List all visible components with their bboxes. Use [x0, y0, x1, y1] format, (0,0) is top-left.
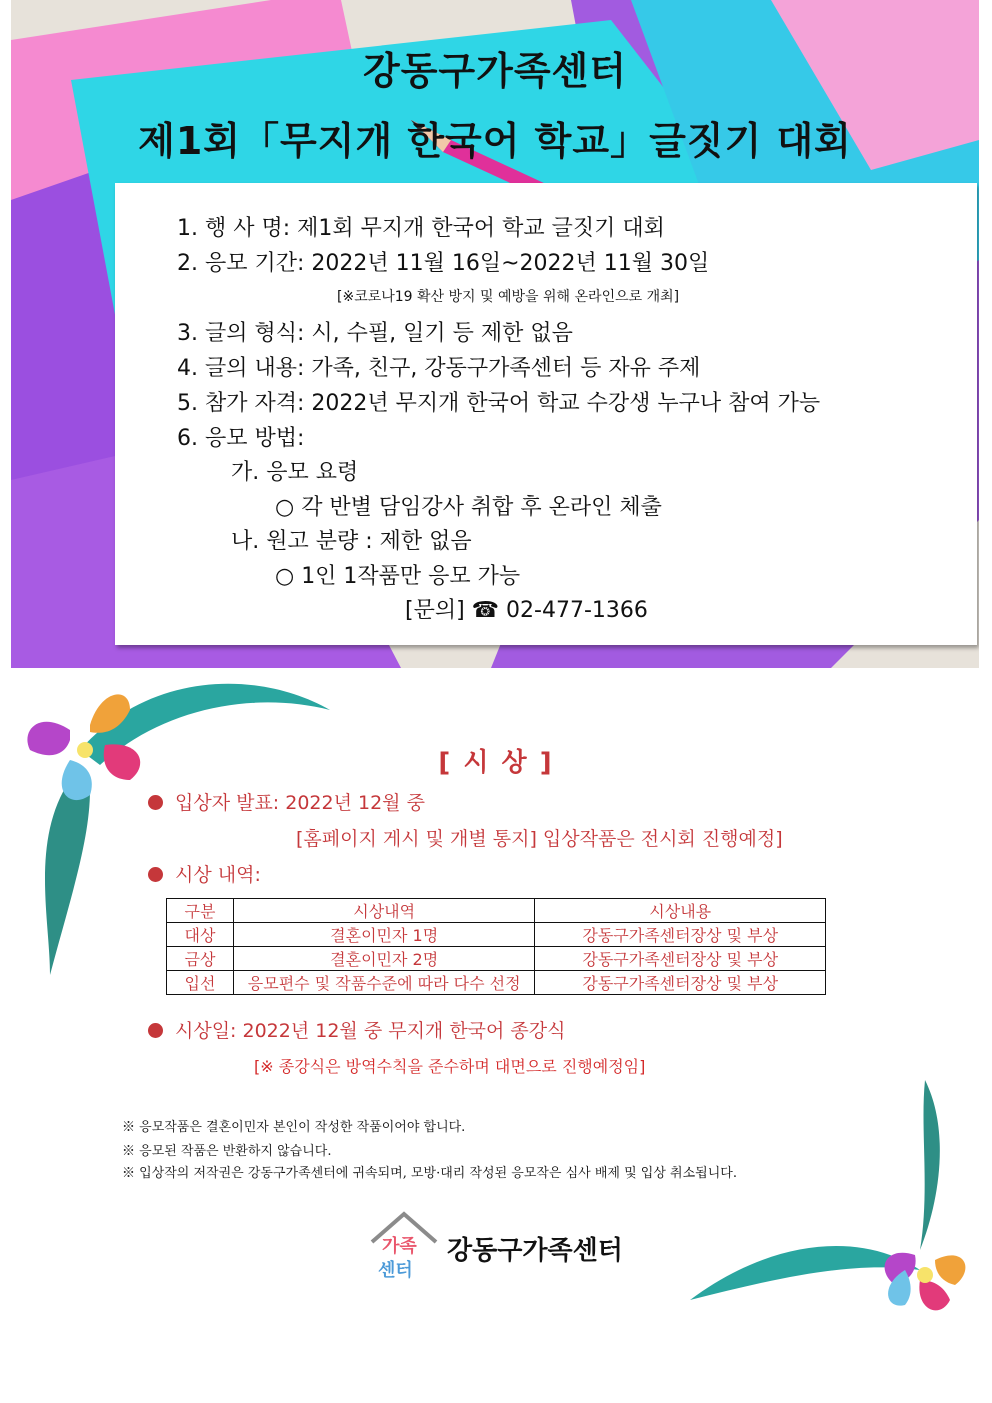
- table-header: 구분: [167, 899, 234, 923]
- table-cell: 입선: [167, 971, 234, 995]
- bullet-icon: [148, 795, 163, 810]
- method-line: 6. 응모 방법:: [177, 426, 305, 451]
- contact-line: [문의] ☎ 02-477-1366: [405, 598, 648, 623]
- bullet-icon: [148, 867, 163, 882]
- page-title: 강동구가족센터: [363, 49, 627, 93]
- period-note: [※코로나19 확산 방지 및 예방을 위해 온라인으로 개최]: [337, 289, 680, 305]
- table-row: [167, 971, 826, 995]
- table-cell: 결혼이민자 2명: [233, 947, 535, 971]
- table-cell: 응모편수 및 작품수준에 따라 다수 선정: [233, 971, 535, 995]
- table-cell: 대상: [167, 923, 234, 947]
- note-line: ※ 입상작의 저작권은 강동구가족센터에 귀속되며, 모방·대리 작성된 응모작은 심사 배제 및 입상 취소됩니다.: [122, 1166, 737, 1181]
- method-sub-a: 가. 응모 요령: [231, 460, 359, 485]
- info-card: [115, 183, 977, 645]
- details-label: 시상 내역:: [175, 864, 261, 886]
- bullet-icon: [148, 1023, 163, 1038]
- family-center-logo: [368, 1208, 440, 1284]
- hero-banner: [11, 0, 979, 668]
- award-title: [ 시 상 ]: [438, 748, 554, 778]
- table-cell: 강동구가족센터장상 및 부상: [535, 923, 826, 947]
- announce-text: 입상자 발표: 2022년 12월 중: [175, 792, 425, 814]
- footer-org-name: 강동구가족센터: [447, 1236, 623, 1266]
- note-line: ※ 응모된 작품은 반환하지 않습니다.: [122, 1144, 332, 1159]
- table-row: [167, 923, 826, 947]
- note-line: ※ 응모작품은 결혼이민자 본인이 작성한 작품이어야 합니다.: [122, 1120, 466, 1135]
- table-cell: 결혼이민자 1명: [233, 923, 535, 947]
- event-title: 제1회「무지개 한국어 학교」글짓기 대회: [138, 119, 852, 163]
- logo-text-bottom: 센터: [378, 1260, 413, 1281]
- award-section: [0, 668, 992, 1403]
- announce-note: [홈페이지 게시 및 개별 통지] 입상작품은 전시회 진행예정]: [296, 828, 783, 850]
- content-line: 4. 글의 내용: 가족, 친구, 강동구가족센터 등 자유 주제: [177, 356, 701, 381]
- format-line: 3. 글의 형식: 시, 수필, 일기 등 제한 없음: [177, 321, 573, 346]
- table-cell: 강동구가족센터장상 및 부상: [535, 947, 826, 971]
- method-sub-b-item: ○ 1인 1작품만 응모 가능: [275, 564, 521, 589]
- ceremony-line: [148, 1016, 565, 1043]
- method-sub-b: 나. 원고 분량 : 제한 없음: [231, 529, 472, 554]
- ceremony-text: 시상일: 2022년 12월 중 무지개 한국어 종강식: [175, 1020, 566, 1042]
- table-header: 시상내역: [233, 899, 535, 923]
- period-line: 2. 응모 기간: 2022년 11월 16일~2022년 11월 30일: [177, 251, 710, 276]
- event-name-line: 1. 행 사 명: 제1회 무지개 한국어 학교 글짓기 대회: [177, 216, 665, 241]
- table-cell: 금상: [167, 947, 234, 971]
- details-line: [148, 860, 261, 887]
- award-table: [166, 898, 826, 995]
- announce-line: [148, 788, 425, 815]
- method-sub-a-item: ○ 각 반별 담임강사 취합 후 온라인 체출: [275, 495, 662, 520]
- table-header: 시상내용: [535, 899, 826, 923]
- ceremony-note: [※ 종강식은 방역수칙을 준수하며 대면으로 진행예정임]: [254, 1057, 646, 1076]
- eligibility-line: 5. 참가 자격: 2022년 무지개 한국어 학교 수강생 누구나 참여 가능: [177, 391, 821, 416]
- table-row: [167, 947, 826, 971]
- logo-text-top: 가족: [382, 1236, 417, 1257]
- table-header-row: [167, 899, 826, 923]
- table-cell: 강동구가족센터장상 및 부상: [535, 971, 826, 995]
